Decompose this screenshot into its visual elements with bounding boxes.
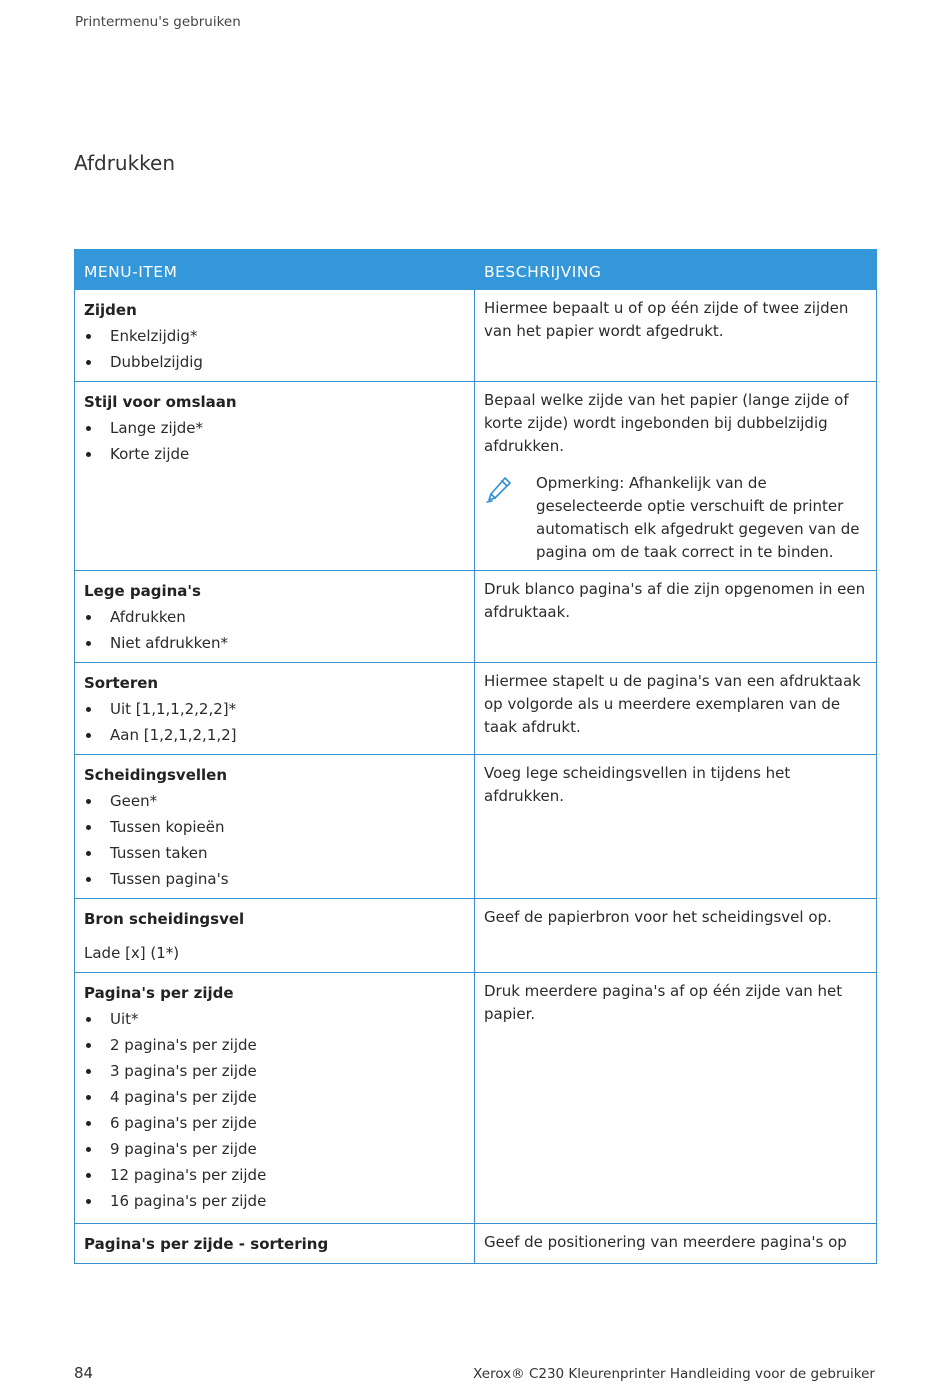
option-label: 6 pagina's per zijde bbox=[110, 1114, 257, 1132]
description-cell bbox=[475, 973, 877, 1224]
menu-item-cell bbox=[75, 1224, 475, 1264]
option-item bbox=[84, 840, 465, 866]
table-row bbox=[75, 663, 877, 755]
menu-item-cell bbox=[75, 290, 475, 382]
option-label: Afdrukken bbox=[110, 608, 186, 626]
menu-item-cell bbox=[75, 663, 475, 755]
option-item bbox=[84, 415, 465, 441]
option-item bbox=[84, 349, 465, 375]
menu-table bbox=[74, 249, 877, 1264]
menu-item-value: Lade [x] (1*) bbox=[84, 944, 180, 962]
bullet-icon bbox=[86, 1121, 91, 1126]
menu-item-name: Sorteren bbox=[84, 674, 159, 692]
option-label: Korte zijde bbox=[110, 445, 190, 463]
option-item bbox=[84, 1162, 465, 1188]
menu-item-cell bbox=[75, 571, 475, 663]
menu-item-cell bbox=[75, 899, 475, 973]
column-header-description: BESCHRIJVING bbox=[475, 250, 877, 290]
description-cell bbox=[475, 899, 877, 973]
option-item bbox=[84, 630, 465, 656]
option-label: Tussen pagina's bbox=[110, 870, 229, 888]
option-label: Lange zijde* bbox=[110, 419, 204, 437]
bullet-icon bbox=[86, 799, 91, 804]
table-header-row bbox=[75, 250, 877, 290]
bullet-icon bbox=[86, 452, 91, 457]
bullet-icon bbox=[86, 1147, 91, 1152]
option-list bbox=[84, 696, 465, 748]
bullet-icon bbox=[86, 1173, 91, 1178]
option-item bbox=[84, 1058, 465, 1084]
option-label: 16 pagina's per zijde bbox=[110, 1192, 267, 1210]
table-row bbox=[75, 571, 877, 663]
option-list bbox=[84, 323, 465, 375]
option-item bbox=[84, 722, 465, 748]
bullet-icon bbox=[86, 851, 91, 856]
option-item bbox=[84, 814, 465, 840]
description-text: Druk meerdere pagina's af op één zijde van het papier. bbox=[484, 982, 843, 1023]
bullet-icon bbox=[86, 641, 91, 646]
option-label: Tussen kopieën bbox=[110, 818, 225, 836]
description-cell bbox=[475, 663, 877, 755]
option-item bbox=[84, 441, 465, 467]
menu-item-name: Pagina's per zijde - sortering bbox=[84, 1235, 329, 1253]
bullet-icon bbox=[86, 1199, 91, 1204]
option-item bbox=[84, 1188, 465, 1214]
option-label: Enkelzijdig* bbox=[110, 327, 198, 345]
description-text: Geef de positionering van meerdere pagina's op bbox=[484, 1233, 847, 1251]
bullet-icon bbox=[86, 1043, 91, 1048]
option-list bbox=[84, 788, 465, 892]
page-number: 84 bbox=[74, 1364, 94, 1382]
section-title: Afdrukken bbox=[74, 151, 176, 175]
menu-item-name: Pagina's per zijde bbox=[84, 984, 234, 1002]
footer-doc-title: Xerox® C230 Kleurenprinter Handleiding voor de gebruiker bbox=[473, 1366, 875, 1382]
menu-item-name: Stijl voor omslaan bbox=[84, 393, 237, 411]
menu-item-name: Lege pagina's bbox=[84, 582, 201, 600]
note-block bbox=[484, 472, 867, 564]
table-row bbox=[75, 899, 877, 973]
option-list bbox=[84, 415, 465, 467]
option-item bbox=[84, 866, 465, 892]
description-text: Voeg lege scheidingsvellen in tijdens het afdrukken. bbox=[484, 764, 791, 805]
option-item bbox=[84, 696, 465, 722]
description-text: Hiermee stapelt u de pagina's van een afdruktaak op volgorde als u meerdere exemplaren van de taak afdrukt. bbox=[484, 672, 861, 736]
description-text: Geef de papierbron voor het scheidingsvel op. bbox=[484, 908, 832, 926]
option-item bbox=[84, 788, 465, 814]
option-label: Dubbelzijdig bbox=[110, 353, 203, 371]
bullet-icon bbox=[86, 615, 91, 620]
description-text: Bepaal welke zijde van het papier (lange zijde of korte zijde) wordt ingebonden bij dubbelzijdig afdrukken. bbox=[484, 391, 849, 455]
option-item bbox=[84, 1136, 465, 1162]
menu-item-cell bbox=[75, 973, 475, 1224]
running-head: Printermenu's gebruiken bbox=[75, 14, 241, 30]
description-cell bbox=[475, 571, 877, 663]
option-item bbox=[84, 1084, 465, 1110]
menu-item-cell bbox=[75, 755, 475, 899]
option-item bbox=[84, 1032, 465, 1058]
option-label: Niet afdrukken* bbox=[110, 634, 229, 652]
menu-item-cell bbox=[75, 382, 475, 571]
table-row bbox=[75, 290, 877, 382]
description-text: Druk blanco pagina's af die zijn opgenomen in een afdruktaak. bbox=[484, 580, 866, 621]
table-row bbox=[75, 382, 877, 571]
bullet-icon bbox=[86, 877, 91, 882]
bullet-icon bbox=[86, 707, 91, 712]
option-label: Geen* bbox=[110, 792, 158, 810]
description-cell bbox=[475, 1224, 877, 1264]
option-label: 9 pagina's per zijde bbox=[110, 1140, 257, 1158]
description-cell bbox=[475, 290, 877, 382]
option-label: Aan [1,2,1,2,1,2] bbox=[110, 726, 237, 744]
option-list bbox=[84, 1006, 465, 1214]
bullet-icon bbox=[86, 825, 91, 830]
option-label: 12 pagina's per zijde bbox=[110, 1166, 267, 1184]
description-text: Hiermee bepaalt u of op één zijde of twee zijden van het papier wordt afgedrukt. bbox=[484, 299, 849, 340]
bullet-icon bbox=[86, 426, 91, 431]
option-item bbox=[84, 604, 465, 630]
option-label: 2 pagina's per zijde bbox=[110, 1036, 257, 1054]
column-header-menu-item: MENU-ITEM bbox=[75, 250, 475, 290]
bullet-icon bbox=[86, 733, 91, 738]
menu-item-name: Scheidingsvellen bbox=[84, 766, 227, 784]
option-label: Uit [1,1,1,2,2,2]* bbox=[110, 700, 237, 718]
menu-item-name: Bron scheidingsvel bbox=[84, 910, 245, 928]
option-label: 3 pagina's per zijde bbox=[110, 1062, 257, 1080]
menu-item-name: Zijden bbox=[84, 301, 137, 319]
option-item bbox=[84, 1110, 465, 1136]
option-label: 4 pagina's per zijde bbox=[110, 1088, 257, 1106]
option-label: Tussen taken bbox=[110, 844, 208, 862]
option-list bbox=[84, 604, 465, 656]
table-row bbox=[75, 755, 877, 899]
table-row bbox=[75, 973, 877, 1224]
bullet-icon bbox=[86, 360, 91, 365]
option-item bbox=[84, 1006, 465, 1032]
bullet-icon bbox=[86, 1069, 91, 1074]
pencil-icon bbox=[484, 472, 536, 564]
bullet-icon bbox=[86, 1095, 91, 1100]
table-row bbox=[75, 1224, 877, 1264]
option-item bbox=[84, 323, 465, 349]
bullet-icon bbox=[86, 334, 91, 339]
description-cell bbox=[475, 382, 877, 571]
description-cell bbox=[475, 755, 877, 899]
note-text: Opmerking: Afhankelijk van de geselecteerde optie verschuift de printer automatisch elk afgedrukt gegeven van de pagina om de taak correct in te binden. bbox=[536, 474, 860, 561]
bullet-icon bbox=[86, 1017, 91, 1022]
option-label: Uit* bbox=[110, 1010, 139, 1028]
